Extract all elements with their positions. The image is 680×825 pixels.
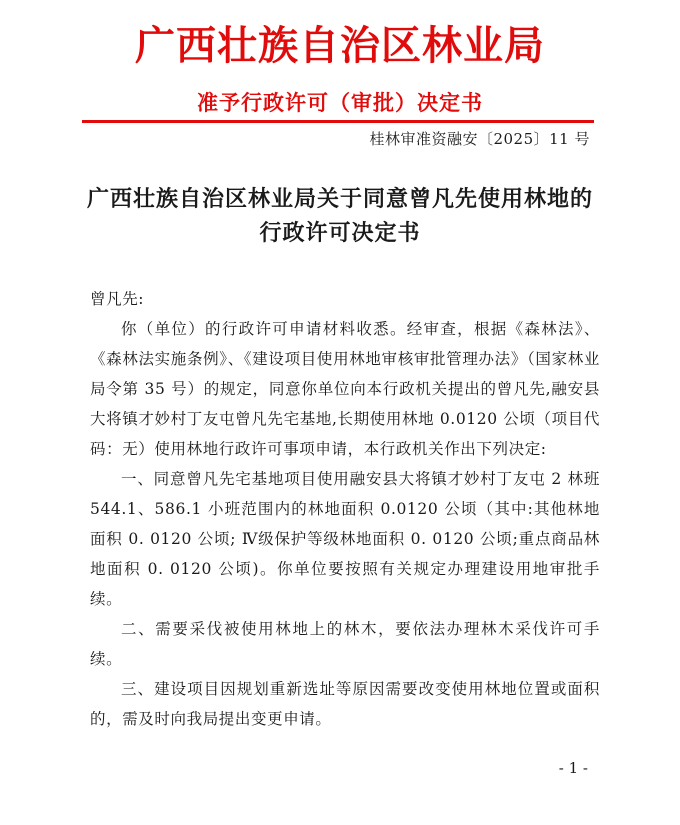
document-type: 准予行政许可（审批）决定书	[197, 90, 483, 115]
red-divider-line	[82, 120, 594, 123]
body-paragraph: 二、需要采伐被使用林地上的林木，要依法办理林木采伐许可手续。	[90, 620, 600, 668]
body-paragraph: 你（单位）的行政许可申请材料收悉。经审查，根据《森林法》、《森林法实施条例》、《建设项目使用林地审核审批管理办法》（国家林业局令第 35 号）的规定，同意你单位向本行政机关提出的曾凡先,融安县大将镇才妙村丁友屯曾凡先宅基地,长期使用林地 0.0120 公顷（项目代码：无）使用林地行政许可事项申请，本行政机关作出下列决定:	[90, 320, 600, 458]
document-title: 广西壮族自治区林业局关于同意曾凡先使用林地的行政许可决定书	[86, 186, 593, 246]
agency-name: 广西壮族自治区林业局	[135, 22, 545, 69]
salutation: 曾凡先:	[90, 290, 145, 308]
page-number: - 1 -	[558, 759, 588, 777]
body-paragraph: 三、建设项目因规划重新选址等原因需要改变使用林地位置或面积的，需及时向我局提出变更申请。	[90, 680, 600, 728]
body-paragraph: 一、同意曾凡先宅基地项目使用融安县大将镇才妙村丁友屯 2 林班 544.1、586.1 小班范围内的林地面积 0.0120 公顷（其中:其他林地面积 0. 0120 公顷; Ⅳ级保护等级林地面积 0. 0120 公顷;重点商品林地面积 0. 0120 公顷)。你单位要按照有关规定办理建设用地审批手续。	[90, 470, 600, 608]
document-body	[90, 284, 600, 734]
document-number: 桂林审准资融安〔2025〕11 号	[369, 130, 590, 148]
